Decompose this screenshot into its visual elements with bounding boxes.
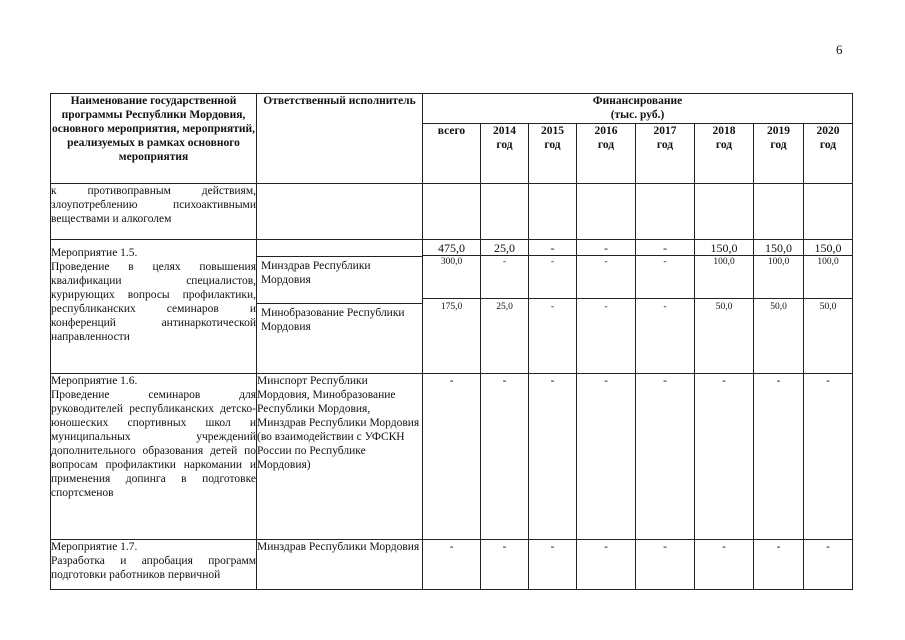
header-col-unit: год — [544, 139, 561, 151]
m16-text: Проведение семинаров для руководителей республиканских детско-юношеских спортивных школ и муниципальных учреждений дополнительного образования детей по вопросам профилактики наркомании и применения допинга в подготовке спортсменов — [51, 389, 256, 499]
header-col-year: 2016 — [594, 125, 618, 137]
header-col-2018 — [695, 124, 754, 184]
m15-col-2020 — [804, 240, 853, 374]
m17-exec: Минздрав Республики Мордовия — [257, 541, 420, 553]
m15-total-value: - — [636, 240, 694, 256]
m15-name-cell — [51, 240, 257, 374]
m15-total-value: 150,0 — [754, 240, 803, 256]
m15-row1-value: 100,0 — [713, 257, 735, 267]
m15-row2-value: 50,0 — [804, 298, 852, 313]
empty-cell — [695, 184, 754, 240]
m16-col-2014: - — [481, 374, 529, 540]
m17-name-cell — [51, 540, 257, 590]
m16-col-2016: - — [577, 374, 636, 540]
m17-col-2016: - — [577, 540, 636, 590]
m15-exec2: Минобразование Республики Мордовия — [257, 303, 422, 334]
header-col-2016 — [577, 124, 636, 184]
header-executor: Ответственный исполнитель — [263, 95, 416, 107]
m15-row2-value: - — [577, 298, 635, 313]
m15-exec1: Минздрав Республики Мордовия — [261, 260, 371, 286]
m15-row1-value: 100,0 — [817, 257, 839, 267]
m16-col-2015: - — [529, 374, 577, 540]
m16-col-2019: - — [754, 374, 804, 540]
header-col-year: 2017 — [653, 125, 677, 137]
empty-cell — [481, 184, 529, 240]
header-col-year: 2018 — [712, 125, 736, 137]
header-col-total — [423, 124, 481, 184]
m15-total-spacer — [257, 240, 422, 257]
m15-row1-value: 100,0 — [767, 257, 790, 267]
m16-executor-cell — [257, 374, 423, 540]
header-financing-cell — [423, 94, 853, 124]
m16-exec: Минспорт Республики Мордовия, Минобразование Республики Мордовия, Минздрав Республики Мордовия (во взаимодействии с УФСКН России по Республике Мордовия) — [257, 375, 420, 471]
header-col-unit: год — [496, 139, 513, 151]
header-col-2015 — [529, 124, 577, 184]
header-col-year: 2015 — [541, 125, 564, 137]
continuation-text: к противоправным действиям, злоупотреблению психоактивными веществами и алкоголем — [51, 185, 256, 225]
m17-col-2015: - — [529, 540, 577, 590]
m16-name-cell — [51, 374, 257, 540]
m16-col-total: - — [423, 374, 481, 540]
m15-col-total — [423, 240, 481, 374]
header-col-unit: год — [770, 139, 787, 151]
m15-col-2015 — [529, 240, 577, 374]
m17-col-2018: - — [695, 540, 754, 590]
m15-row1-value: - — [502, 257, 507, 267]
m17-title: Мероприятие 1.7. — [51, 541, 138, 553]
m17-col-2014: - — [481, 540, 529, 590]
m15-total-value: 475,0 — [423, 240, 480, 256]
empty-cell — [804, 184, 853, 240]
m15-row2-value: - — [529, 298, 576, 313]
m15-row1-value: - — [550, 257, 555, 267]
header-col-unit: год — [597, 139, 615, 151]
header-financing: Финансирование (тыс. руб.) — [592, 95, 683, 121]
m15-col-2014 — [481, 240, 529, 374]
continuation-cell — [51, 184, 257, 240]
empty-cell — [423, 184, 481, 240]
header-col-year: 2019 — [767, 125, 790, 137]
m15-row2-value: 50,0 — [695, 298, 753, 313]
page-number: 6 — [836, 42, 843, 57]
m17-col-2019: - — [754, 540, 804, 590]
header-col-2017 — [636, 124, 695, 184]
m15-title: Мероприятие 1.5. — [51, 247, 138, 259]
m15-row2-value: 175,0 — [423, 298, 480, 313]
m15-col-2017 — [636, 240, 695, 374]
m15-total-value: 25,0 — [481, 240, 528, 256]
m16-col-2017: - — [636, 374, 695, 540]
empty-cell — [577, 184, 636, 240]
header-name-cell — [51, 94, 257, 184]
m17-text: Разработка и апробация программ подготовки работников первичной — [51, 555, 256, 581]
m17-col-total: - — [423, 540, 481, 590]
m15-text: Проведение в целях повышения квалификации специалистов, курирующих вопросы профилактики, республиканских семинаров и конференций антинаркотической направленности — [51, 261, 256, 343]
m15-col-2019 — [754, 240, 804, 374]
m15-row2-value: 25,0 — [481, 298, 528, 313]
empty-cell — [636, 184, 695, 240]
header-name: Наименование государственной программы Республики Мордовия, основного мероприятия, мероприятий, реализуемых в рамках основного мероприятия — [51, 95, 256, 163]
empty-cell — [257, 184, 423, 240]
m15-row2-value: - — [636, 298, 694, 313]
m17-col-2020: - — [804, 540, 853, 590]
header-col-year: 2014 — [493, 125, 516, 137]
header-col-unit: год — [715, 139, 733, 151]
financing-table — [50, 93, 853, 590]
m15-col-2016 — [577, 240, 636, 374]
m16-title: Мероприятие 1.6. — [51, 375, 138, 387]
empty-cell — [529, 184, 577, 240]
m16-col-2018: - — [695, 374, 754, 540]
m17-col-2017: - — [636, 540, 695, 590]
header-col-2019 — [754, 124, 804, 184]
empty-cell — [754, 184, 804, 240]
m17-executor-cell — [257, 540, 423, 590]
m15-col-2018 — [695, 240, 754, 374]
m15-total-value: - — [529, 240, 576, 256]
header-executor-cell — [257, 94, 423, 184]
m15-row2-value: 50,0 — [754, 298, 803, 313]
m15-total-value: 150,0 — [804, 240, 852, 256]
m15-row1-value: - — [663, 257, 667, 267]
header-col-2020 — [804, 124, 853, 184]
header-col-unit: год — [656, 139, 674, 151]
m16-col-2020: - — [804, 374, 853, 540]
header-col-unit: год — [819, 139, 837, 151]
header-col-label: всего — [437, 125, 466, 137]
header-col-year: 2020 — [816, 125, 840, 137]
m15-executor-cell — [257, 240, 423, 374]
m15-row1-value: - — [604, 257, 608, 267]
m15-total-value: - — [577, 240, 635, 256]
m15-total-value: 150,0 — [695, 240, 753, 256]
m15-row1-value: 300,0 — [440, 257, 463, 267]
header-col-2014 — [481, 124, 529, 184]
